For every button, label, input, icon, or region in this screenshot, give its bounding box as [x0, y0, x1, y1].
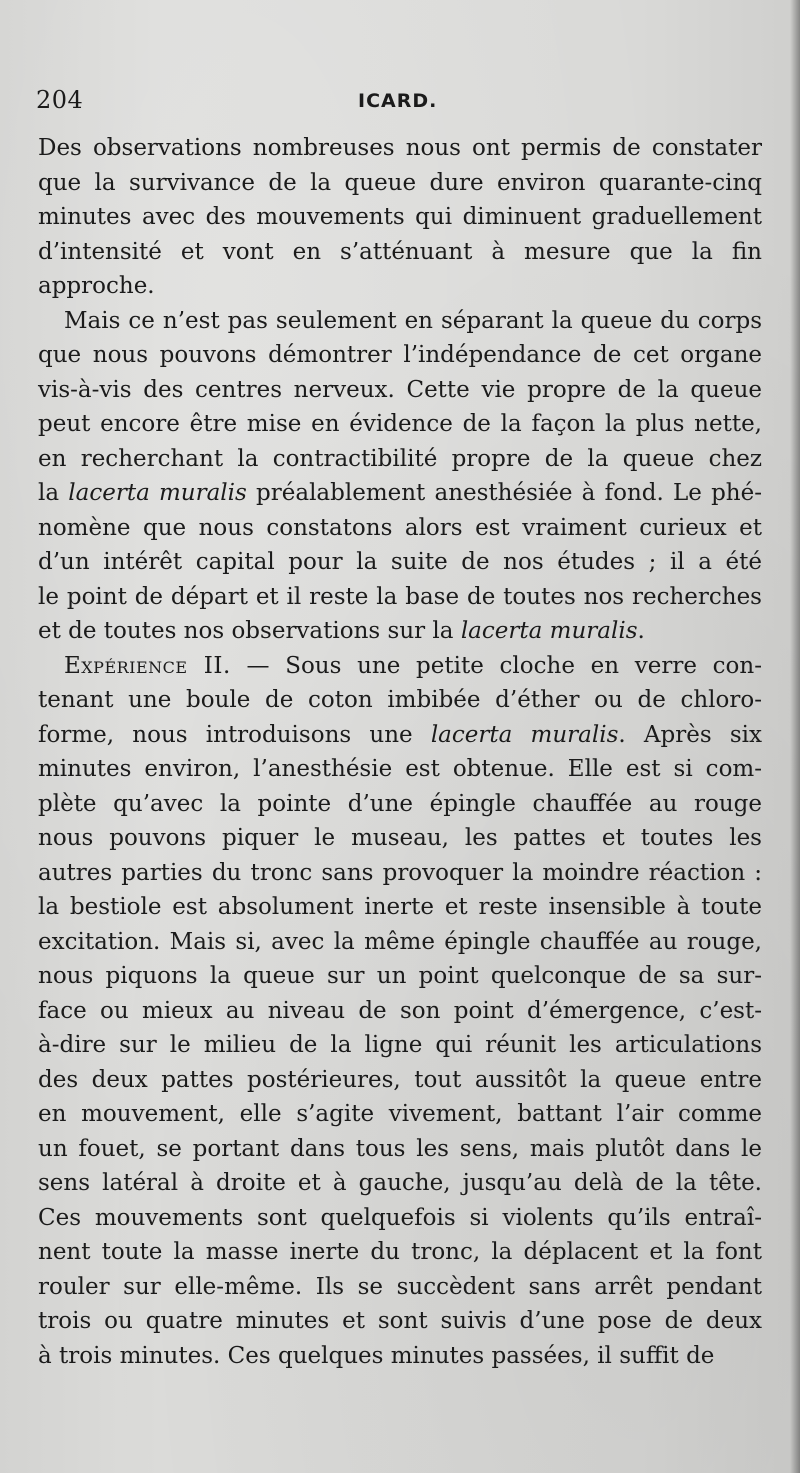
text-line: minutes avec des mouvements qui diminuent graduellement — [38, 204, 762, 230]
text-segment: préalablement anesthésiée à fond. Le phé- — [246, 480, 762, 506]
species-name: lacerta muralis — [68, 480, 247, 506]
species-name: lacerta muralis — [460, 618, 638, 644]
text-line: peut encore être mise en évidence de la façon la plus nette, — [38, 411, 762, 437]
text-line: d’intensité et vont en s’atténuant à mesure que la fin — [38, 238, 762, 265]
text-line: nous pouvons piquer le museau, les pattes et toutes les — [38, 825, 762, 851]
text-line: face ou mieux au niveau de son point d’émergence, c’est- — [38, 997, 762, 1024]
text-line: sens latéral à droite et à gauche, jusqu’au delà de la tête. — [38, 1170, 762, 1196]
text-line: minutes environ, l’anesthésie est obtenue. Elle est si com- — [38, 756, 762, 782]
page-header — [36, 86, 756, 126]
text-line: plète qu’avec la pointe d’une épingle chauffée au rouge — [38, 790, 762, 817]
text-segment: forme, nous introduisons une — [38, 721, 431, 748]
text-line: trois ou quatre minutes et sont suivis d’une pose de deux — [38, 1308, 762, 1334]
text-line: Ces mouvements sont quelquefois si violents qu’ils entraî- — [38, 1204, 762, 1231]
text-line: nomène que nous constatons alors est vraiment curieux et — [38, 514, 762, 541]
page-edge-shadow — [790, 0, 800, 1473]
text-line: Mais ce n’est pas seulement en séparant la queue du corps — [64, 307, 762, 334]
paragraph — [38, 304, 762, 649]
species-name: lacerta muralis — [430, 721, 619, 748]
text-line: rouler sur elle-même. Ils se succèdent sans arrêt pendant — [38, 1273, 762, 1300]
text-line: excitation. Mais si, avec la même épingle chauffée au rouge, — [38, 928, 762, 955]
text-segment: et de toutes nos observations sur la — [38, 618, 461, 644]
text-line: que la survivance de la queue dure environ quarante-cinq — [38, 169, 762, 196]
text-line: en mouvement, elle s’agite vivement, battant l’air comme — [38, 1101, 762, 1127]
running-head: ICARD. — [358, 90, 438, 112]
text-line — [38, 718, 762, 753]
text-line: approche. — [38, 273, 155, 299]
text-line: à trois minutes. Ces quelques minutes passées, il suffit de — [38, 1342, 715, 1369]
body-text — [38, 131, 762, 1373]
text-line: en recherchant la contractibilité propre de la queue chez — [38, 445, 762, 472]
text-line: Des observations nombreuses nous ont permis de constater — [38, 135, 762, 161]
text-line: à-dire sur le milieu de la ligne qui réunit les articulations — [38, 1032, 762, 1058]
text-segment: — Sous une petite cloche en verre con- — [230, 652, 762, 679]
text-line: que nous pouvons démontrer l’indépendance de cet organe — [38, 342, 762, 368]
text-line: tenant une boule de coton imbibée d’éther ou de chloro- — [38, 687, 762, 713]
text-line — [38, 476, 762, 511]
text-line: un fouet, se portant dans tous les sens, mais plutôt dans le — [38, 1135, 762, 1162]
page-number: 204 — [36, 86, 84, 114]
text-line: nent toute la masse inerte du tronc, la déplacent et la font — [38, 1239, 762, 1265]
text-line: le point de départ et il reste la base de toutes nos recherches — [38, 583, 762, 610]
text-line: nous piquons la queue sur un point quelconque de sa sur- — [38, 963, 762, 989]
text-line: des deux pattes postérieures, tout aussitôt la queue entre — [38, 1066, 762, 1093]
paragraph — [38, 131, 762, 304]
text-line: la bestiole est absolument inerte et reste insensible à toute — [38, 894, 762, 920]
text-line: d’un intérêt capital pour la suite de nos études ; il a été — [38, 549, 762, 575]
text-line — [38, 614, 762, 649]
paragraph — [38, 649, 762, 1374]
text-segment: la — [38, 480, 69, 506]
text-segment: . Après six — [618, 721, 762, 748]
text-segment: . — [637, 618, 645, 644]
text-line — [38, 649, 762, 684]
experiment-heading: Expérience II. — [64, 652, 231, 679]
text-line: autres parties du tronc sans provoquer la moindre réaction : — [38, 859, 762, 886]
text-line: vis-à-vis des centres nerveux. Cette vie propre de la queue — [38, 376, 762, 403]
